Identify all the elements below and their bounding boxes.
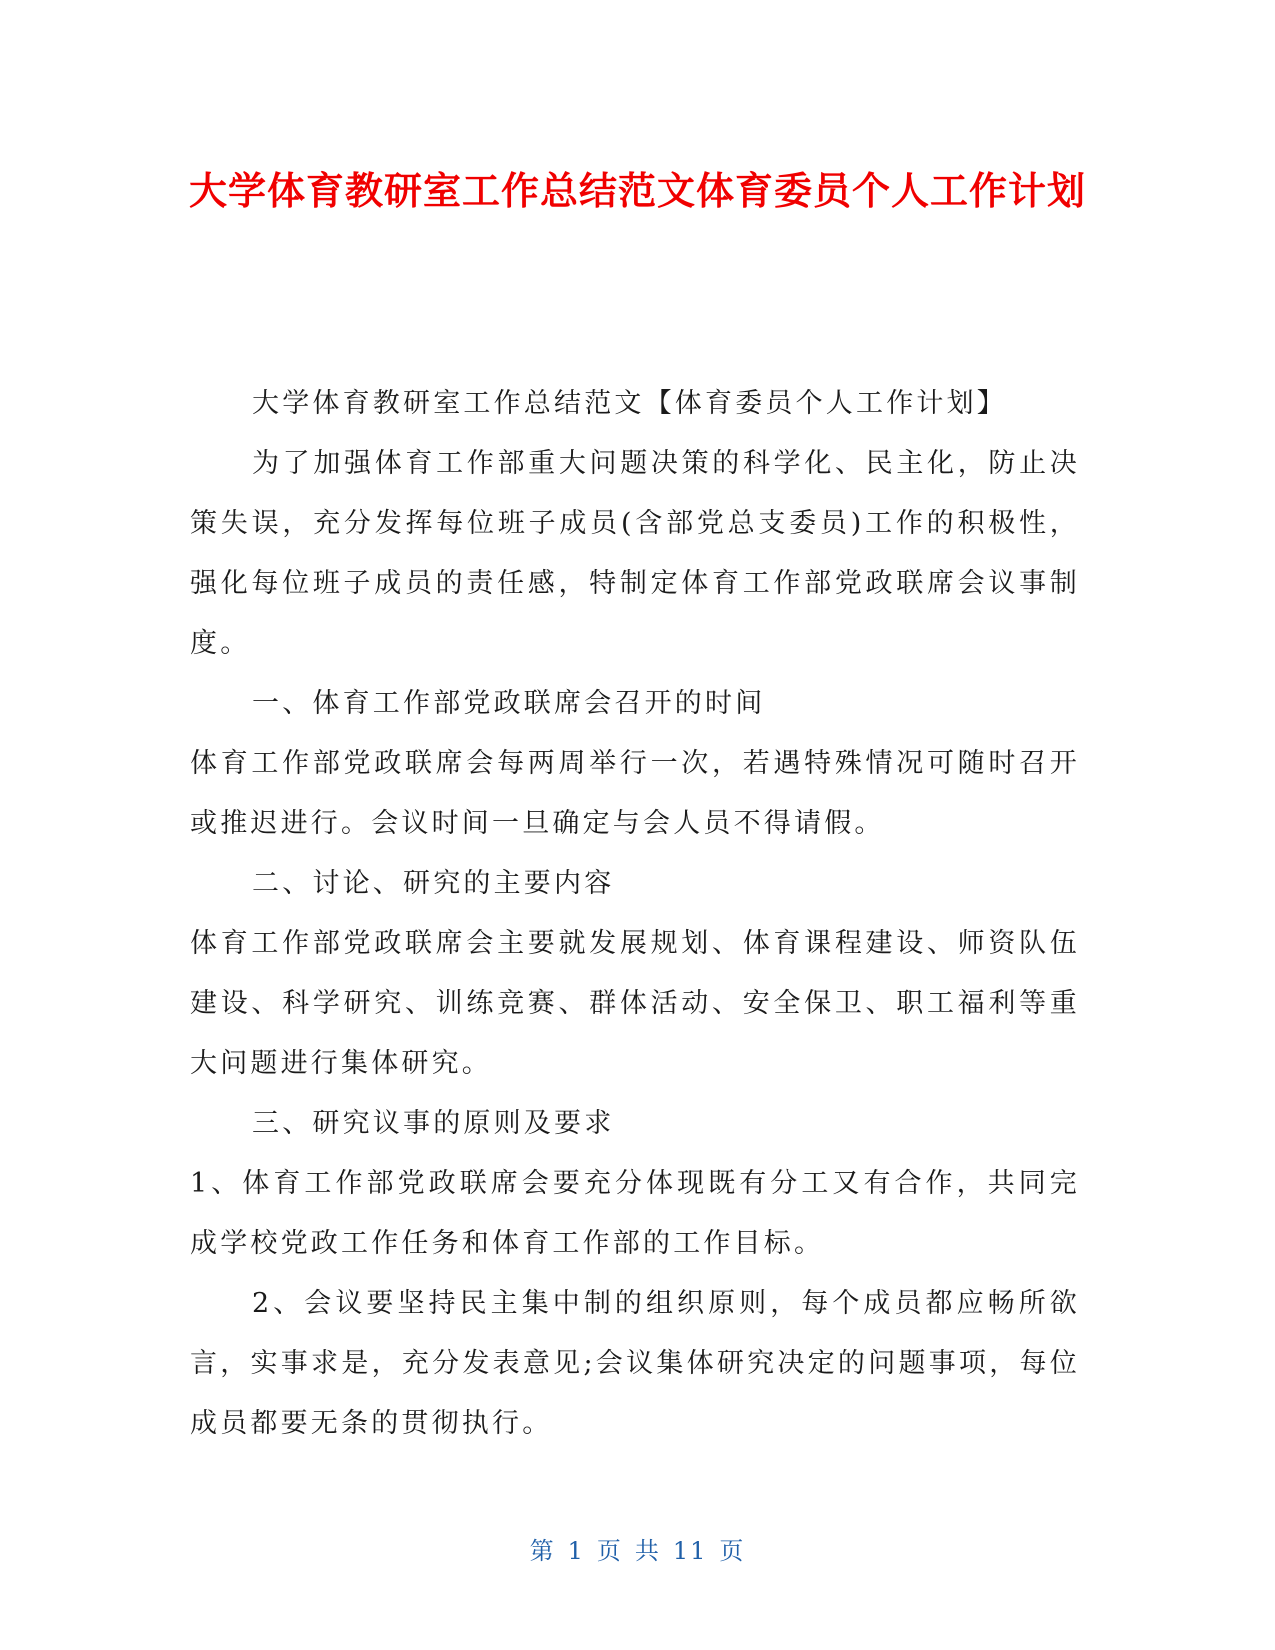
document-body <box>190 374 1080 1454</box>
footer-total-word: 共 <box>634 1537 661 1565</box>
footer-total-pages: 11 <box>672 1537 708 1565</box>
section-heading-2: 二、讨论、研究的主要内容 <box>252 868 615 899</box>
section-heading-1: 一、体育工作部党政联席会召开的时间 <box>252 688 766 719</box>
section-body-1: 体育工作部党政联席会每两周举行一次，若遇特殊情况可随时召开或推迟进行。会议时间一旦确定与会人员不得请假。 <box>190 748 1080 839</box>
document-title: 大学体育教研室工作总结范文体育委员个人工作计划 <box>188 169 1086 213</box>
rule-item-1: 1、体育工作部党政联席会要充分体现既有分工又有合作，共同完成学校党政工作任务和体育工作部的工作目标。 <box>190 1168 1080 1259</box>
footer-suffix: 页 <box>719 1537 746 1565</box>
footer-current-page: 1 <box>567 1537 585 1565</box>
footer-page-word: 页 <box>596 1537 623 1565</box>
rule-item-2: 2、会议要坚持民主集中制的组织原则，每个成员都应畅所欲言，实事求是，充分发表意见;会议集体研究决定的问题事项，每位成员都要无条的贯彻执行。 <box>190 1288 1080 1439</box>
paragraph-heading: 大学体育教研室工作总结范文【体育委员个人工作计划】 <box>252 388 1007 419</box>
page-footer <box>0 1535 1275 1567</box>
section-body-2: 体育工作部党政联席会主要就发展规划、体育课程建设、师资队伍建设、科学研究、训练竞赛、群体活动、安全保卫、职工福利等重大问题进行集体研究。 <box>190 928 1080 1079</box>
footer-prefix: 第 <box>529 1537 556 1565</box>
section-heading-3: 三、研究议事的原则及要求 <box>252 1108 615 1139</box>
paragraph-intro: 为了加强体育工作部重大问题决策的科学化、民主化，防止决策失误，充分发挥每位班子成员(含部党总支委员)工作的积极性，强化每位班子成员的责任感，特制定体育工作部党政联席会议事制度。 <box>190 448 1080 659</box>
